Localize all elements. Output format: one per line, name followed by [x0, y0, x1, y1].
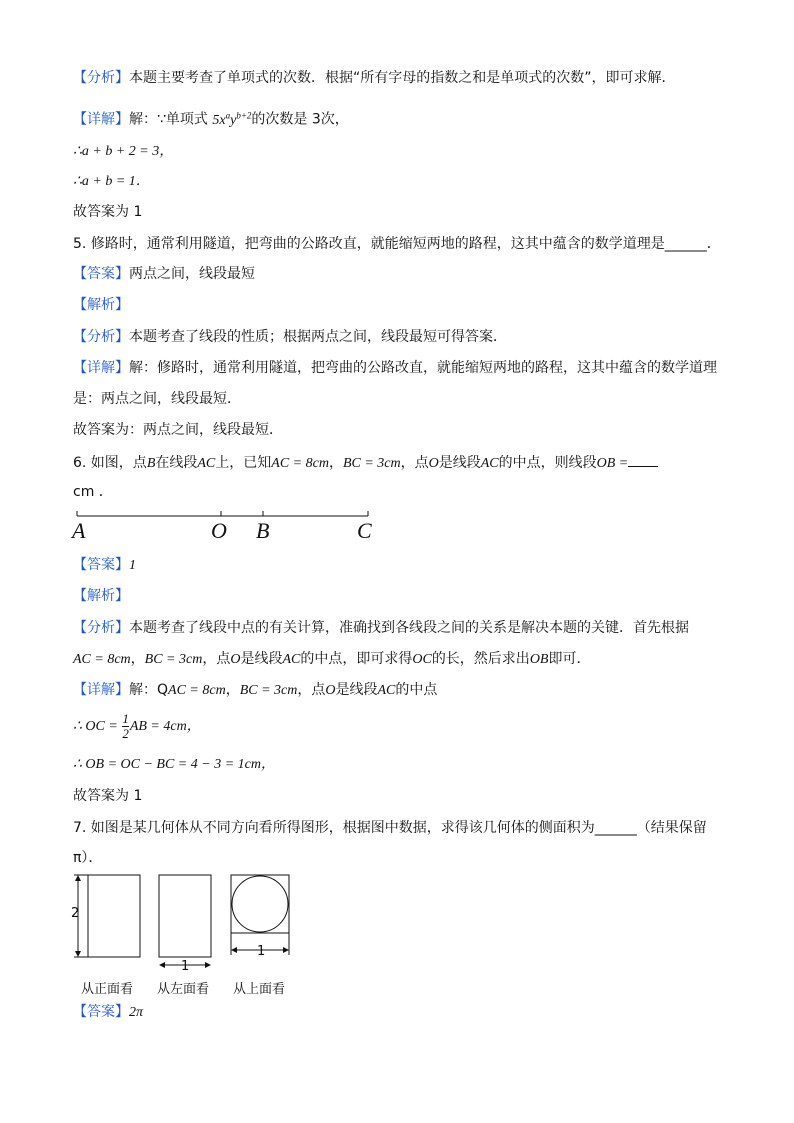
q6-q-d: ，点 [400, 455, 429, 471]
q5-detail-line1 [73, 358, 717, 378]
q5-analysis-text: 本题考查了线段的性质；根据两点之间，线段最短可得答案． [129, 329, 507, 345]
q6-point-b: B [146, 456, 156, 471]
q6-bc-value: BC = 3cm [342, 456, 401, 471]
analysis-label: 【分析】 [73, 620, 129, 636]
front-height-arrow-bottom [75, 951, 81, 957]
detail-label: 【详解】 [73, 682, 129, 698]
q5-question: 5. 修路时，通常利用隧道，把弯曲的公路改直，就能缩短两地的路程，这其中蕴含的数学道理是______． [73, 236, 721, 252]
fraction-half [122, 712, 129, 741]
q6-an-o: O [230, 652, 241, 667]
q5-detail-line2: 是：两点之间，线段最短． [73, 391, 241, 407]
q6-answer: 1 [129, 558, 136, 573]
p4-step2: ∴a + b = 1． [73, 174, 150, 189]
q6-point-o: O [428, 456, 439, 471]
q6-an-a: ，点 [202, 651, 231, 667]
q6-an-ac-seg: AC [282, 652, 301, 667]
q7-question-line1: 7. 如图是某几何体从不同方向看所得图形，根据图中数据，求得该几何体的侧面积为______（结果保留 [73, 820, 707, 836]
q6-detail-b: ，点 [297, 682, 326, 698]
q6-analysis-text1: 本题考查了线段中点的有关计算，准确找到各线段之间的关系是解决本题的关键．首先根据 [129, 620, 689, 636]
q6-an-c: 的中点，即可求得 [300, 651, 413, 667]
q6-an-e: 即可． [548, 651, 591, 667]
q6-q-b: 在线段 [155, 455, 198, 471]
view-top-caption: 从上面看 [233, 982, 286, 997]
q6-ac-value: AC = 8cm [271, 456, 329, 471]
dim-height-label: 2 [71, 906, 80, 921]
q5-explain-line [73, 295, 129, 315]
explain-label: 【解析】 [73, 588, 129, 604]
q6-an-b: 是线段 [240, 651, 283, 667]
q6-ob: OB = [596, 456, 629, 471]
q6-an-oc: OC [412, 652, 432, 667]
q6-step2: ∴ OB = OC − BC = 4 − 3 = 1cm， [73, 757, 275, 772]
answer-label: 【答案】 [73, 266, 129, 282]
top-view-rect [231, 875, 289, 933]
point-label-a: A [72, 518, 86, 543]
view-left-caption: 从左面看 [157, 982, 210, 997]
q6-step1 [73, 712, 201, 742]
p4-step1: ∴a + b + 2 = 3， [73, 144, 174, 159]
left-view-rect [159, 875, 211, 957]
front-view-rect [88, 875, 140, 957]
q6-question-line1: 6. 如图，点B在线段AC上，已知AC = 8cm，BC = 3cm，点O是线段AC的中点，则线段OB = [73, 452, 658, 474]
top-view-circle [232, 876, 288, 932]
point-label-o: O [211, 518, 227, 543]
fraction-numerator: 1 [122, 711, 129, 727]
top-width-arrow-l [231, 947, 237, 953]
q6-analysis-line1 [73, 618, 689, 638]
q6-an-d: 的长，然后求出 [431, 651, 530, 667]
q6-seg-ac: AC [197, 456, 216, 471]
q6-an-ac: AC = 8cm [73, 652, 131, 667]
q6-step1-b: AB = 4cm， [129, 719, 201, 734]
dim-width-top-label: 1 [257, 944, 266, 959]
dim-width-left-label: 1 [181, 959, 190, 974]
q5-final: 故答案为：两点之间，线段最短． [73, 422, 283, 438]
q6-detail-ac: AC = 8cm [168, 683, 226, 698]
q6-detail-line: 【详解】解：QAC = 8cm，BC = 3cm，点O是线段AC的中点 [73, 682, 438, 698]
q7-answer: 2π [129, 1005, 144, 1020]
q6-segment-figure [72, 508, 392, 548]
q6-detail-c: 是线段 [335, 682, 378, 698]
point-label-c: C [357, 518, 372, 543]
q6-explain-line [73, 586, 129, 606]
q5-answer: 两点之间，线段最短 [129, 266, 255, 282]
point-label-b: B [256, 518, 270, 543]
q6-detail-bc: BC = 3cm [239, 683, 298, 698]
q7-question-line2: π）． [73, 850, 103, 866]
q6-q-a: 6. 如图，点 [73, 455, 147, 471]
q6-q-e: 是线段 [438, 455, 481, 471]
view-front-caption: 从正面看 [81, 982, 134, 997]
detail-label: 【详解】 [73, 360, 129, 376]
q6-question-line2: cm ． [73, 484, 113, 500]
answer-label: 【答案】 [73, 557, 129, 573]
q6-answer-line [73, 555, 136, 576]
front-height-arrow-top [75, 875, 81, 881]
q6-q-c: 上，已知 [215, 455, 272, 471]
q6-final: 故答案为 1 [73, 788, 143, 804]
q6-detail-d: 的中点 [395, 682, 438, 698]
explain-label: 【解析】 [73, 297, 129, 313]
fraction-denominator: 2 [122, 726, 129, 742]
left-width-arrow-r [205, 962, 211, 968]
q6-answer-blank[interactable] [628, 452, 658, 467]
q6-seg-ac-2: AC [480, 456, 499, 471]
p4-final: 故答案为 1 [73, 204, 143, 220]
detail-label: 【详解】 [73, 111, 129, 128]
left-width-arrow-l [159, 962, 165, 968]
q6-q-f: 的中点，则线段 [498, 455, 597, 471]
q6-detail-o: O [325, 683, 336, 698]
q6-analysis-line2: AC = 8cm，BC = 3cm，点O是线段AC的中点，即可求得OC的长，然后求出OB即可． [73, 651, 591, 667]
top-width-arrow-r [283, 947, 289, 953]
q5-analysis-line [73, 327, 507, 347]
p4-monomial: $5x^ay^{b+2}$ [212, 110, 252, 128]
q6-an-ob: OB [529, 652, 549, 667]
analysis-label: 【分析】 [73, 329, 129, 345]
q5-answer-line [73, 264, 255, 284]
p4-analysis-text: 本题主要考查了单项式的次数．根据“所有字母的指数之和是单项式的次数”，即可求解． [129, 70, 676, 86]
q6-an-bc: BC = 3cm [144, 652, 203, 667]
p4-detail-text-b: 的次数是 3次， [251, 111, 349, 128]
q6-detail-a: 解：Q [129, 682, 169, 698]
q6-step1-a: ∴ OC = [73, 719, 118, 734]
answer-label: 【答案】 [73, 1004, 129, 1020]
q6-detail-ac-seg: AC [377, 683, 396, 698]
q5-detail-text1: 解：修路时，通常利用隧道，把弯曲的公路改直，就能缩短两地的路程，这其中蕴含的数学道理 [129, 360, 717, 376]
p4-detail-line [73, 105, 349, 131]
analysis-label: 【分析】 [73, 70, 129, 86]
p4-detail-text-a: 解：∵单项式 [129, 111, 208, 128]
q7-answer-line [73, 1002, 143, 1023]
p4-analysis-line [73, 68, 676, 88]
